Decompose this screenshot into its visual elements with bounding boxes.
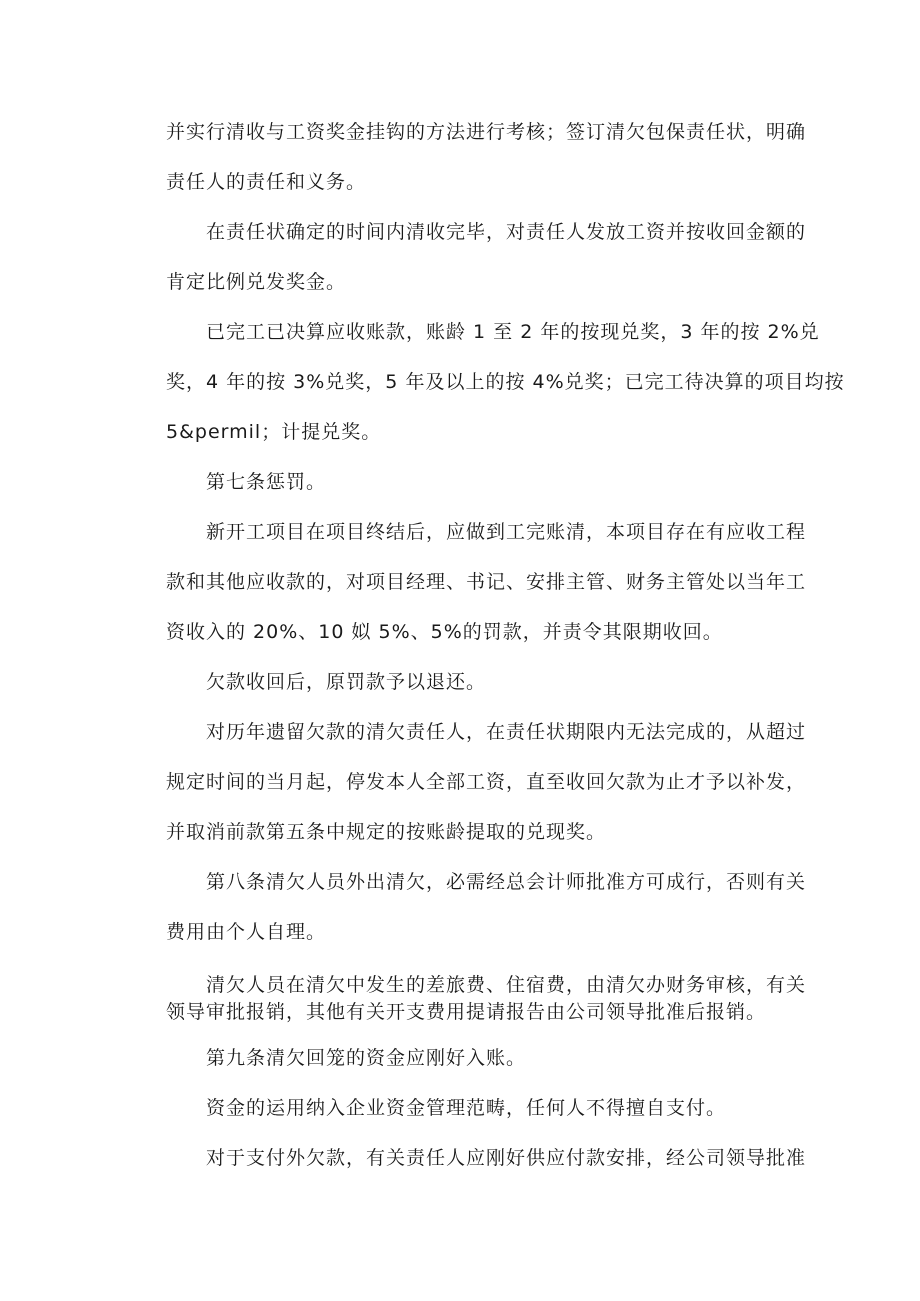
text-line: 费用由个人自理。 (166, 921, 327, 943)
text-line: 欠款收回后，原罚款予以退还。 (206, 671, 487, 693)
text-line: 并实行清收与工资奖金挂钩的方法进行考核；签订清欠包保责任状，明确 (166, 121, 807, 143)
text-line: 规定时间的当月起，停发本人全部工资，直至收回欠款为止才予以补发， (166, 771, 807, 793)
text-line: 奖，4 年的按 3%兑奖，5 年及以上的按 4%兑奖；已完工待决算的项目均按 (166, 371, 845, 393)
text-line: 第七条惩罚。 (206, 471, 327, 493)
text-line: 清欠人员在清欠中发生的差旅费、住宿费，由清欠办财务审核，有关 (206, 974, 807, 996)
text-line: 第八条清欠人员外出清欠，必需经总会计师批准方可成行，否则有关 (206, 871, 807, 893)
text-line: 在责任状确定的时间内清收完毕，对责任人发放工资并按收回金额的 (206, 221, 807, 243)
text-line: 已完工已决算应收账款，账龄 1 至 2 年的按现兑奖，3 年的按 2%兑 (206, 321, 820, 343)
text-line: 领导审批报销，其他有关开支费用提请报告由公司领导批准后报销。 (166, 1001, 767, 1023)
text-line: 责任人的责任和义务。 (166, 171, 367, 193)
text-line: 对历年遗留欠款的清欠责任人，在责任状期限内无法完成的，从超过 (206, 721, 807, 743)
text-line: 5&permil；计提兑奖。 (166, 421, 382, 443)
text-line: 资收入的 20%、10 姒 5%、5%的罚款，并责令其限期收回。 (166, 621, 723, 643)
text-line: 款和其他应收款的，对项目经理、书记、安排主管、财务主管处以当年工 (166, 571, 807, 593)
text-line: 肯定比例兑发奖金。 (166, 271, 347, 293)
text-line: 对于支付外欠款，有关责任人应刚好供应付款安排，经公司领导批准 (206, 1147, 807, 1169)
text-line: 资金的运用纳入企业资金管理范畴，任何人不得擅自支付。 (206, 1097, 727, 1119)
text-line: 第九条清欠回笼的资金应刚好入账。 (206, 1047, 527, 1069)
text-line: 新开工项目在项目终结后，应做到工完账清，本项目存在有应收工程 (206, 521, 807, 543)
text-line: 并取消前款第五条中规定的按账龄提取的兑现奖。 (166, 821, 607, 843)
